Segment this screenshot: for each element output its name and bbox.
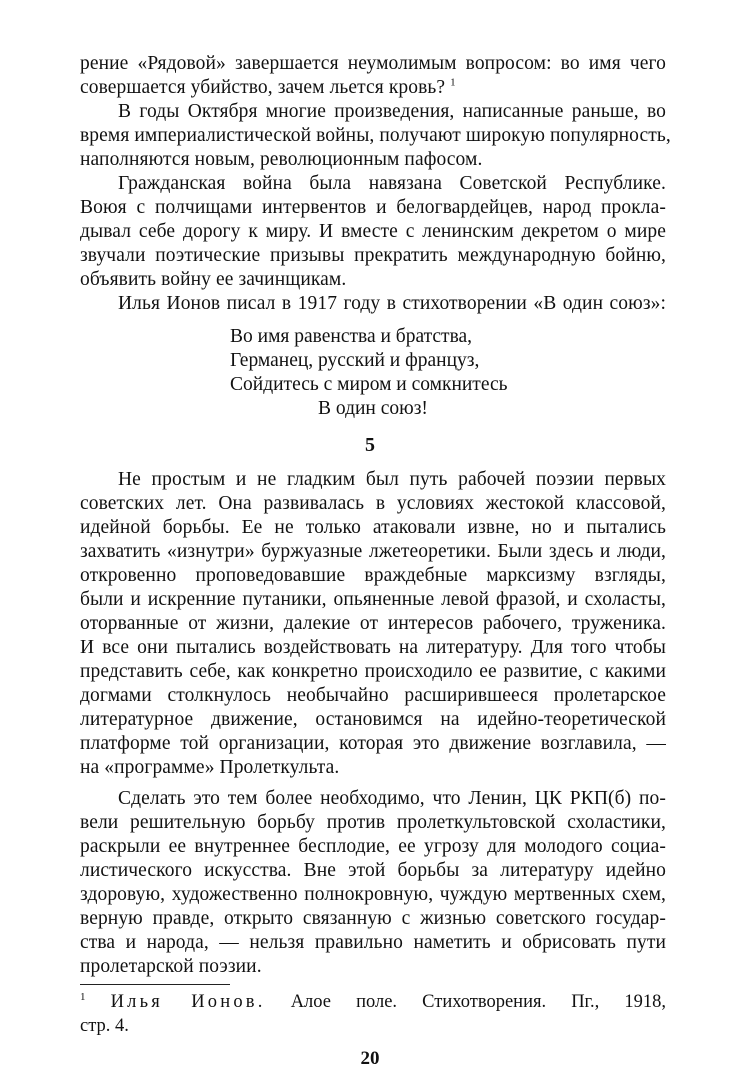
paragraph-line: звучали поэтические призывы прекратить международную бойню, (80, 245, 666, 266)
paragraph-line (80, 76, 666, 100)
paragraph-line: представить себе, как конкретно происходило ее развитие, с какими (80, 661, 666, 682)
paragraph-line: время империалистической войны, получают широкую популярность, (80, 125, 671, 146)
paragraph-line: раскрыли ее внутреннее бесплодие, ее угрозу для молодого социа- (80, 836, 666, 857)
paragraph-line: догмами столкнулось необычайно расширившееся пролетарское (80, 685, 666, 706)
paragraph-line: Сделать это тем более необходимо, что Ленин, ЦК РКП(б) по- (118, 788, 666, 809)
paragraph-line: захватить «изнутри» буржуазные лжетеоретики. Были здесь и люди, (80, 541, 666, 562)
paragraph-line: оторванные от жизни, далекие от интересов рабочего, труженика. (80, 613, 666, 634)
paragraph-line: Илья Ионов писал в 1917 году в стихотворении «В один союз»: (118, 293, 666, 314)
paragraph-line: откровенно проповедовавшие враждебные марксизму взгляды, (80, 565, 666, 586)
paragraph-line: литературное движение, остановимся на идейно-теоретической (80, 709, 666, 730)
paragraph-line: пролетарской поэзии. (80, 956, 262, 977)
footnote-marker: 1 (80, 990, 86, 1003)
paragraph-line: дывал себе дорогу к миру. И вместе с ленинским декретом о мире (80, 221, 666, 242)
poem-line: Во имя равенства и братства, (230, 326, 473, 347)
paragraph-line: идейной борьбы. Ее не только атаковали извне, но и пытались (80, 517, 666, 538)
paragraph-line: здоровую, художественно полнокровную, чуждую мертвенных схем, (80, 884, 666, 905)
poem-line: В один союз! (318, 398, 428, 419)
section-number: 5 (365, 434, 375, 456)
footnote-author: Илья Ионов. (110, 992, 266, 1012)
paragraph-line: объявить войну ее зачинщикам. (80, 269, 347, 290)
poem-line: Германец, русский и француз, (230, 350, 480, 371)
paragraph-line: наполняются новым, революционным пафосом. (80, 149, 483, 170)
footnote-line: стр. 4. (80, 1016, 129, 1036)
footnote-ref: 1 (450, 76, 456, 89)
paragraph-line: были и искренние путаники, опьяненные левой фразой, и схоласты, (80, 589, 666, 610)
paragraph-line: В годы Октября многие произведения, написанные раньше, во (118, 101, 666, 122)
paragraph-line: ства и народа, — нельзя правильно наметить и обрисовать пути (80, 932, 666, 953)
paragraph-line-text: совершается убийство, зачем льется кровь? (80, 77, 446, 98)
paragraph-line: на «программе» Пролеткульта. (80, 757, 340, 778)
paragraph-line: верную правде, открыто связанную с жизнью советского государ- (80, 908, 666, 929)
paragraph-line: Не простым и не гладким был путь рабочей поэзии первых (118, 469, 666, 490)
poem-line: Сойдитесь с миром и сомкнитесь (230, 374, 508, 395)
footnote-text: Алое поле. Стихотворения. Пг., 1918, (290, 992, 667, 1012)
paragraph-line: Гражданская война была навязана Советской Республике. (118, 173, 666, 194)
paragraph-line: И все они пытались воздействовать на литературу. Для того чтобы (80, 637, 666, 658)
paragraph-line: рение «Рядовой» завершается неумолимым вопросом: во имя чего (80, 53, 666, 74)
page-number: 20 (360, 1048, 380, 1069)
paragraph-line: листического искусства. Вне этой борьбы за литературу идейно (80, 860, 666, 881)
paragraph-line: Воюя с полчищами интервентов и белогвардейцев, народ прокла- (80, 197, 666, 218)
footnote-divider (80, 984, 230, 985)
footnote-line (80, 990, 666, 1014)
paragraph-line: советских лет. Она развивалась в условиях жестокой классовой, (80, 493, 666, 514)
paragraph-line: вели решительную борьбу против пролеткультовской схоластики, (80, 812, 666, 833)
paragraph-line: платформе той организации, которая это движение возглавила, — (80, 733, 666, 754)
